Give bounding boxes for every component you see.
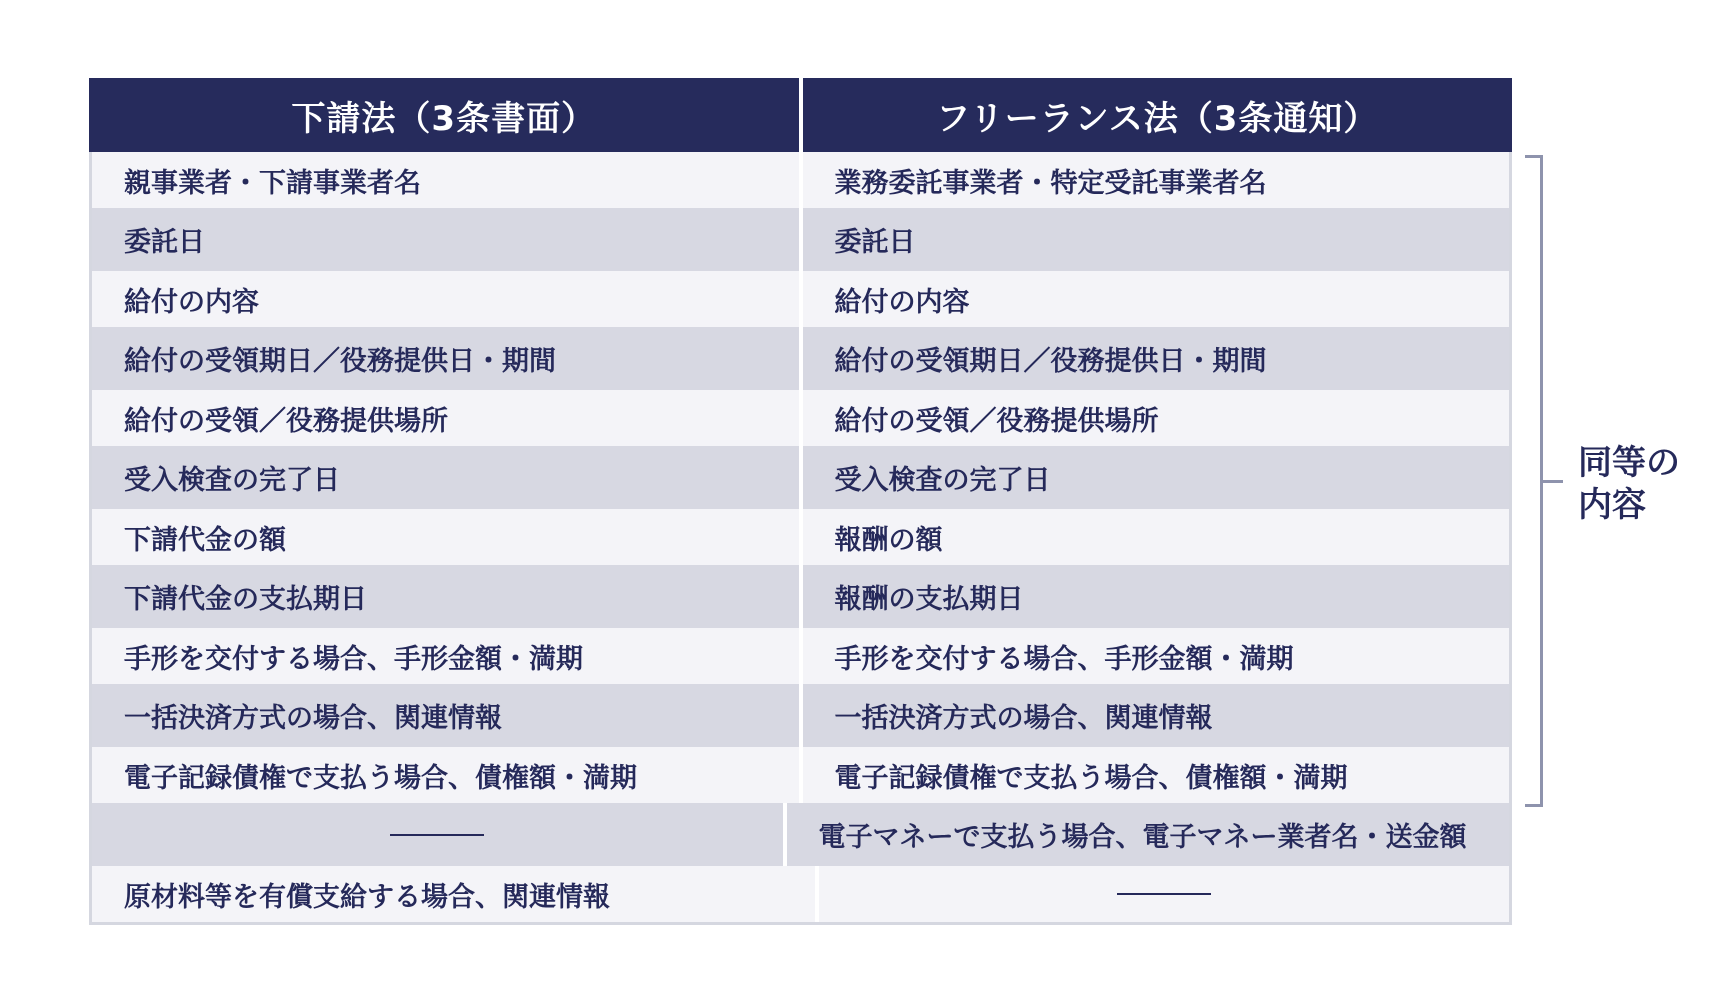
table-cell: 一括決済方式の場合、関連情報: [803, 684, 1510, 747]
table-row: [92, 271, 1509, 327]
table-row: [92, 390, 1509, 446]
table-cell: 一括決済方式の場合、関連情報: [92, 684, 799, 747]
table-row: [92, 628, 1509, 684]
table-row: [92, 803, 1509, 866]
table-row: [92, 208, 1509, 271]
table-cell: 受入検査の完了日: [803, 446, 1510, 509]
table-cell: 電子記録債権で支払う場合、債権額・満期: [92, 747, 799, 803]
table-cell: 親事業者・下請事業者名: [92, 152, 799, 208]
empty-cell-dash: [92, 803, 783, 866]
header-subcontract-act: 下請法（3条書面）: [89, 78, 799, 152]
table-cell: 報酬の額: [803, 509, 1510, 565]
comparison-table: [89, 78, 1512, 925]
table-row: [92, 747, 1509, 803]
header-freelance-act: フリーランス法（3条通知）: [803, 78, 1513, 152]
table-cell: 手形を交付する場合、手形金額・満期: [92, 628, 799, 684]
table-cell: 電子マネーで支払う場合、電子マネー業者名・送金額: [787, 803, 1510, 866]
dash-line: [1117, 893, 1211, 895]
table-row: [92, 152, 1509, 208]
bracket-tick: [1543, 480, 1563, 483]
table-row: [92, 327, 1509, 390]
equivalence-label: 同等の 内容: [1578, 443, 1680, 525]
table-cell: 手形を交付する場合、手形金額・満期: [803, 628, 1510, 684]
table-cell: 給付の受領／役務提供場所: [92, 390, 799, 446]
table-cell: 業務委託事業者・特定受託事業者名: [803, 152, 1510, 208]
table-cell: 給付の内容: [803, 271, 1510, 327]
dash-line: [390, 834, 484, 836]
table-cell: 下請代金の支払期日: [92, 565, 799, 628]
table-row: [92, 509, 1509, 565]
table-cell: 委託日: [92, 208, 799, 271]
table-cell: 給付の内容: [92, 271, 799, 327]
table-cell: 報酬の支払期日: [803, 565, 1510, 628]
table-row: [92, 684, 1509, 747]
table-body: [89, 152, 1512, 925]
table-row: [92, 446, 1509, 509]
table-header: [89, 78, 1512, 152]
table-cell: 電子記録債権で支払う場合、債権額・満期: [803, 747, 1510, 803]
table-cell: 委託日: [803, 208, 1510, 271]
table-cell: 給付の受領期日／役務提供日・期間: [92, 327, 799, 390]
table-cell: 給付の受領期日／役務提供日・期間: [803, 327, 1510, 390]
table-cell: 下請代金の額: [92, 509, 799, 565]
table-row: [92, 866, 1509, 922]
empty-cell-dash: [819, 866, 1510, 922]
table-row: [92, 565, 1509, 628]
equivalence-bracket: [1525, 155, 1543, 807]
table-cell: 給付の受領／役務提供場所: [803, 390, 1510, 446]
table-cell: 原材料等を有償支給する場合、関連情報: [92, 866, 815, 922]
table-cell: 受入検査の完了日: [92, 446, 799, 509]
